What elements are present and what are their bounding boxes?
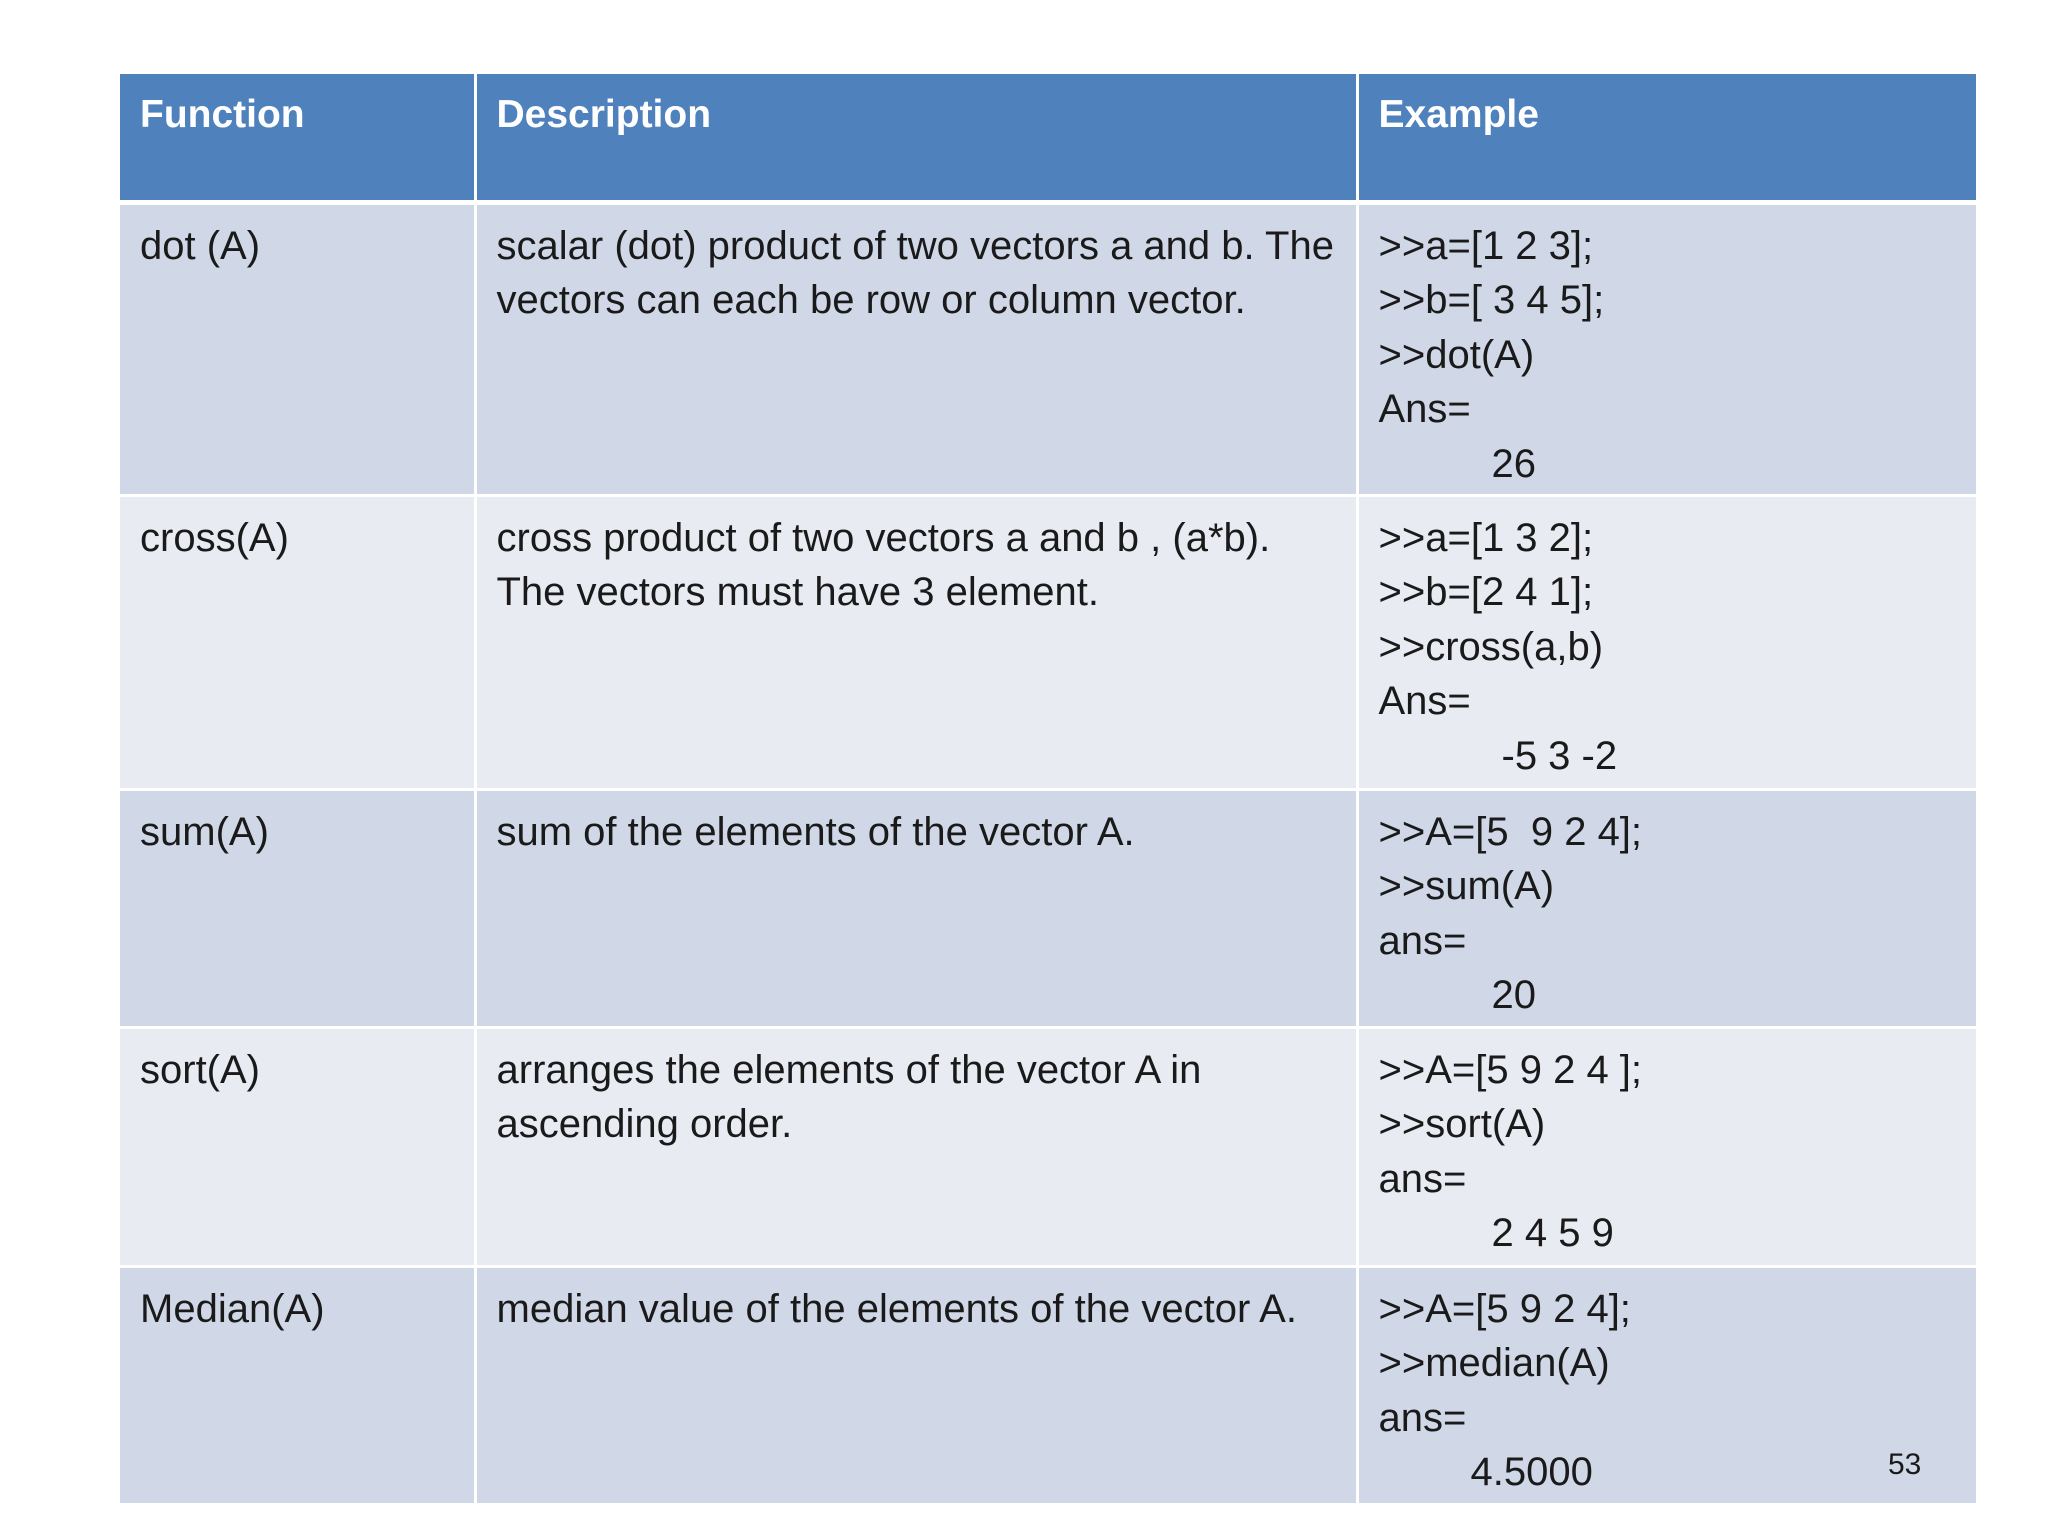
function-cell: sort(A) [120, 1027, 475, 1266]
function-table [120, 74, 1976, 1503]
header-function: Function [120, 74, 475, 202]
description-cell: sum of the elements of the vector A. [475, 789, 1357, 1027]
example-line: >>A=[5 9 2 4 ]; [1378, 1047, 1643, 1092]
example-line: >>b=[ 3 4 5]; [1378, 278, 1605, 322]
description-cell: arranges the elements of the vector A in ascending order. [475, 1027, 1357, 1266]
table-header-row [120, 74, 1976, 202]
example-result: -5 3 -2 [1501, 733, 1618, 778]
table-row [120, 495, 1976, 789]
example-line: >>median(A) [1378, 1341, 1610, 1385]
example-line: >>a=[1 3 2]; [1378, 515, 1594, 560]
example-result: 20 [1491, 973, 1536, 1017]
example-result: 26 [1491, 441, 1536, 486]
description-cell: median value of the elements of the vector A. [475, 1266, 1357, 1503]
description-cell: scalar (dot) product of two vectors a and b. The vectors can each be row or column vector. [475, 202, 1357, 495]
example-line: >>A=[5 9 2 4]; [1378, 809, 1643, 854]
header-description: Description [475, 74, 1357, 202]
table-row [120, 1027, 1976, 1266]
table-row [120, 1266, 1976, 1503]
description-cell: cross product of two vectors a and b , (a*b). The vectors must have 3 element. [475, 495, 1357, 789]
example-line: ans= [1378, 918, 1467, 963]
table-row [120, 202, 1976, 495]
example-cell [1357, 1266, 1976, 1503]
example-line: ans= [1378, 1395, 1467, 1440]
function-cell: sum(A) [120, 789, 475, 1027]
example-result: 4.5000 [1470, 1450, 1593, 1494]
example-result: 2 4 5 9 [1491, 1211, 1614, 1255]
example-line: >>a=[1 2 3]; [1378, 223, 1594, 268]
example-line: >>sort(A) [1378, 1102, 1546, 1146]
example-line: >>b=[2 4 1]; [1378, 570, 1594, 614]
example-line: >>sum(A) [1378, 864, 1555, 908]
example-line: ans= [1378, 1156, 1467, 1201]
example-line: >>dot(A) [1378, 332, 1535, 377]
function-cell: Median(A) [120, 1266, 475, 1503]
example-cell [1357, 495, 1976, 789]
function-cell: cross(A) [120, 495, 475, 789]
example-cell [1357, 202, 1976, 495]
example-line: >>cross(a,b) [1378, 624, 1604, 669]
function-cell: dot (A) [120, 202, 475, 495]
example-cell [1357, 1027, 1976, 1266]
example-line: Ans= [1378, 387, 1471, 431]
header-example: Example [1357, 74, 1976, 202]
example-cell [1357, 789, 1976, 1027]
example-line: Ans= [1378, 679, 1471, 723]
example-line: >>A=[5 9 2 4]; [1378, 1286, 1631, 1331]
page-number: 53 [1888, 1448, 1922, 1481]
table-row [120, 789, 1976, 1027]
